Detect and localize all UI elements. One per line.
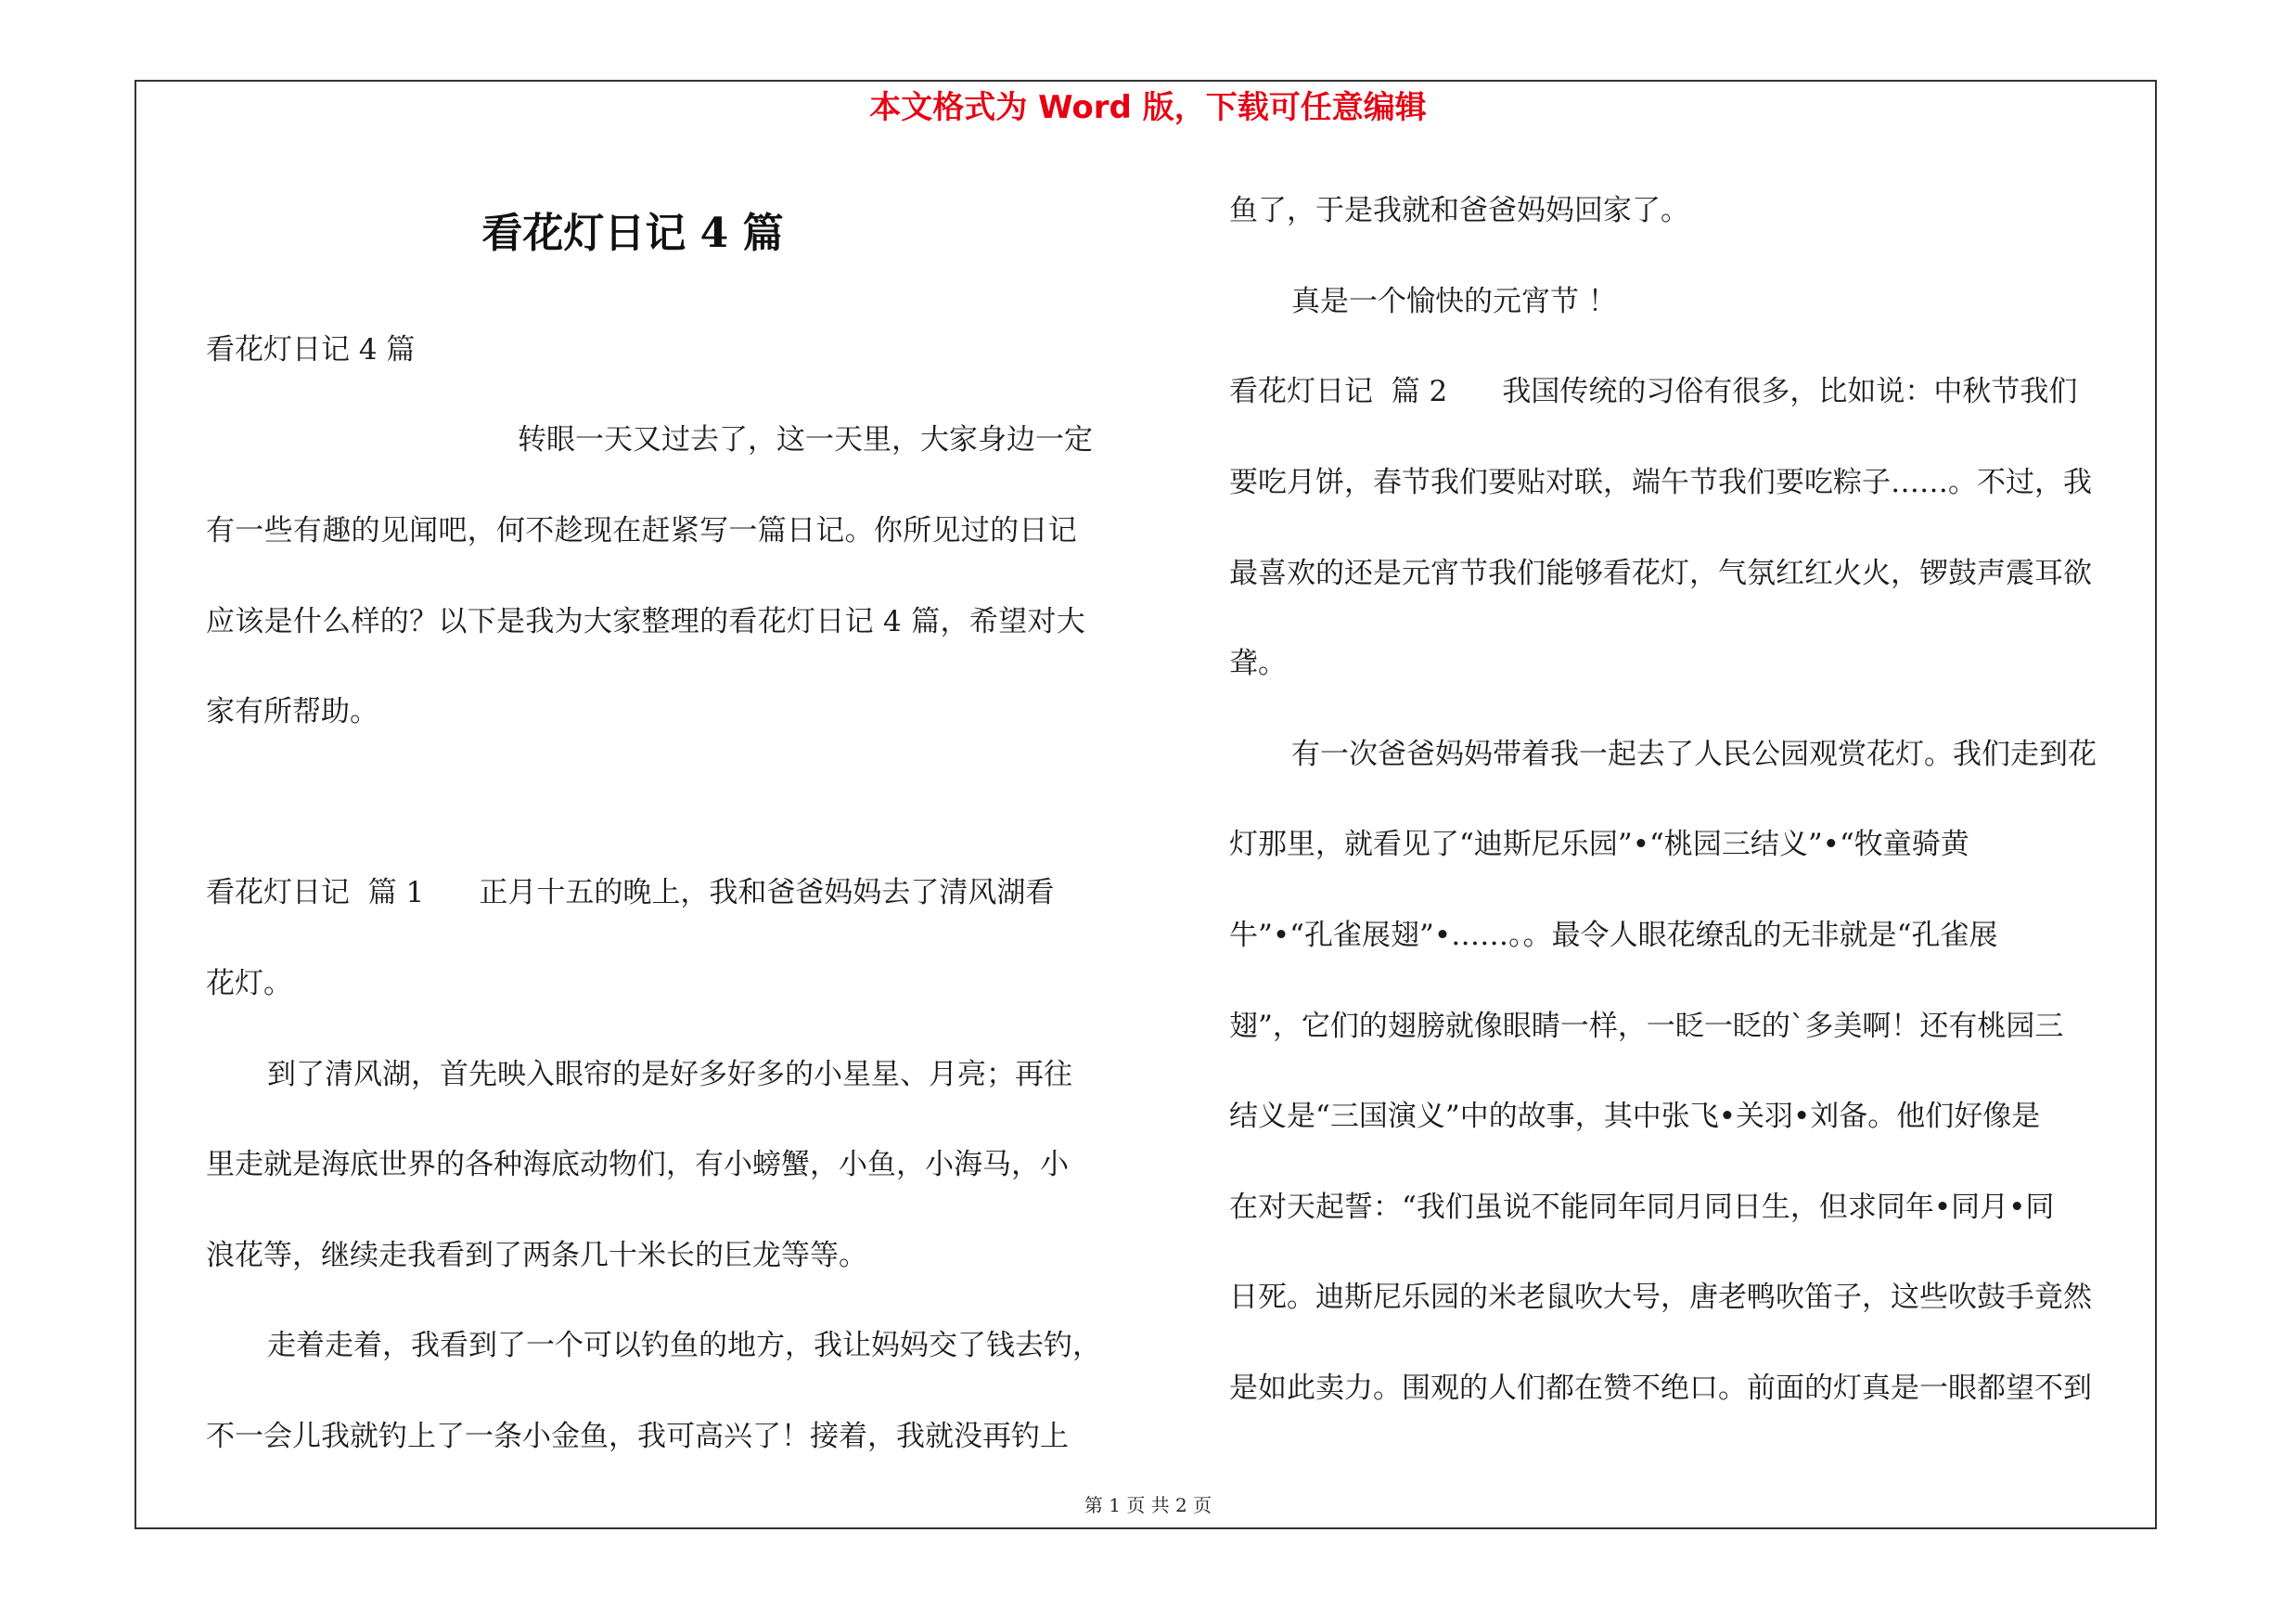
left-line: 看花灯日记 4 篇 bbox=[206, 333, 416, 367]
right-line: 牛”•“孔雀展翅”•……。。最令人眼花缭乱的无非就是“孔雀展 bbox=[1229, 919, 1998, 952]
left-line: 转眼一天又过去了，这一天里，大家身边一定 bbox=[518, 423, 1093, 457]
left-line: 应该是什么样的？以下是我为大家整理的看花灯日记 4 篇，希望对大 bbox=[206, 605, 1086, 638]
right-line: 结义是“三国演义”中的故事，其中张飞•关羽•刘备。他们好像是 bbox=[1229, 1100, 2041, 1133]
right-line: 看花灯日记 篇 2 我国传统的习俗有很多，比如说：中秋节我们 bbox=[1229, 375, 2078, 408]
left-line: 不一会儿我就钓上了一条小金鱼，我可高兴了！接着，我就没再钓上 bbox=[206, 1420, 1069, 1453]
page-number-footer: 第 1 页 共 2 页 bbox=[1084, 1494, 1212, 1516]
right-line: 灯那里，就看见了“迪斯尼乐园”•“桃园三结义”•“牧童骑黄 bbox=[1229, 828, 1969, 861]
left-line: 到了清风湖，首先映入眼帘的是好多好多的小星星、月亮；再往 bbox=[267, 1058, 1072, 1091]
right-line: 在对天起誓：“我们虽说不能同年同月同日生，但求同年•同月•同 bbox=[1229, 1191, 2055, 1224]
right-line: 翅”，它们的翅膀就像眼睛一样，一眨一眨的`多美啊！还有桃园三 bbox=[1229, 1010, 2064, 1043]
right-line: 真是一个愉快的元宵节 ！ bbox=[1291, 285, 1617, 318]
right-line: 是如此卖力。围观的人们都在赞不绝口。前面的灯真是一眼都望不到 bbox=[1229, 1372, 2092, 1405]
right-line: 最喜欢的还是元宵节我们能够看花灯，气氛红红火火，锣鼓声震耳欲 bbox=[1229, 557, 2092, 590]
left-line: 有一些有趣的见闻吧，何不趁现在赶紧写一篇日记。你所见过的日记 bbox=[206, 514, 1077, 547]
right-line: 鱼了，于是我就和爸爸妈妈回家了。 bbox=[1229, 194, 1689, 227]
right-line: 要吃月饼，春节我们要贴对联，端午节我们要吃粽子……。不过，我 bbox=[1229, 466, 2092, 499]
right-line: 有一次爸爸妈妈带着我一起去了人民公园观赏花灯。我们走到花 bbox=[1291, 738, 2097, 771]
format-banner: 本文格式为 Word 版，下载可任意编辑 bbox=[869, 89, 1427, 126]
left-line: 走着走着，我看到了一个可以钓鱼的地方，我让妈妈交了钱去钓， bbox=[267, 1329, 1101, 1362]
left-line: 浪花等，继续走我看到了两条几十米长的巨龙等等。 bbox=[206, 1239, 867, 1272]
left-line: 花灯。 bbox=[206, 967, 292, 1000]
right-line: 日死。迪斯尼乐园的米老鼠吹大号，唐老鸭吹笛子，这些吹鼓手竟然 bbox=[1229, 1281, 2092, 1314]
right-line: 聋。 bbox=[1229, 647, 1287, 680]
left-line: 看花灯日记 篇 1 正月十五的晚上，我和爸爸妈妈去了清风湖看 bbox=[206, 876, 1055, 909]
left-line: 家有所帮助。 bbox=[206, 695, 378, 728]
document-title: 看花灯日记 4 篇 bbox=[481, 210, 784, 257]
left-line: 里走就是海底世界的各种海底动物们，有小螃蟹，小鱼，小海马，小 bbox=[206, 1148, 1069, 1181]
